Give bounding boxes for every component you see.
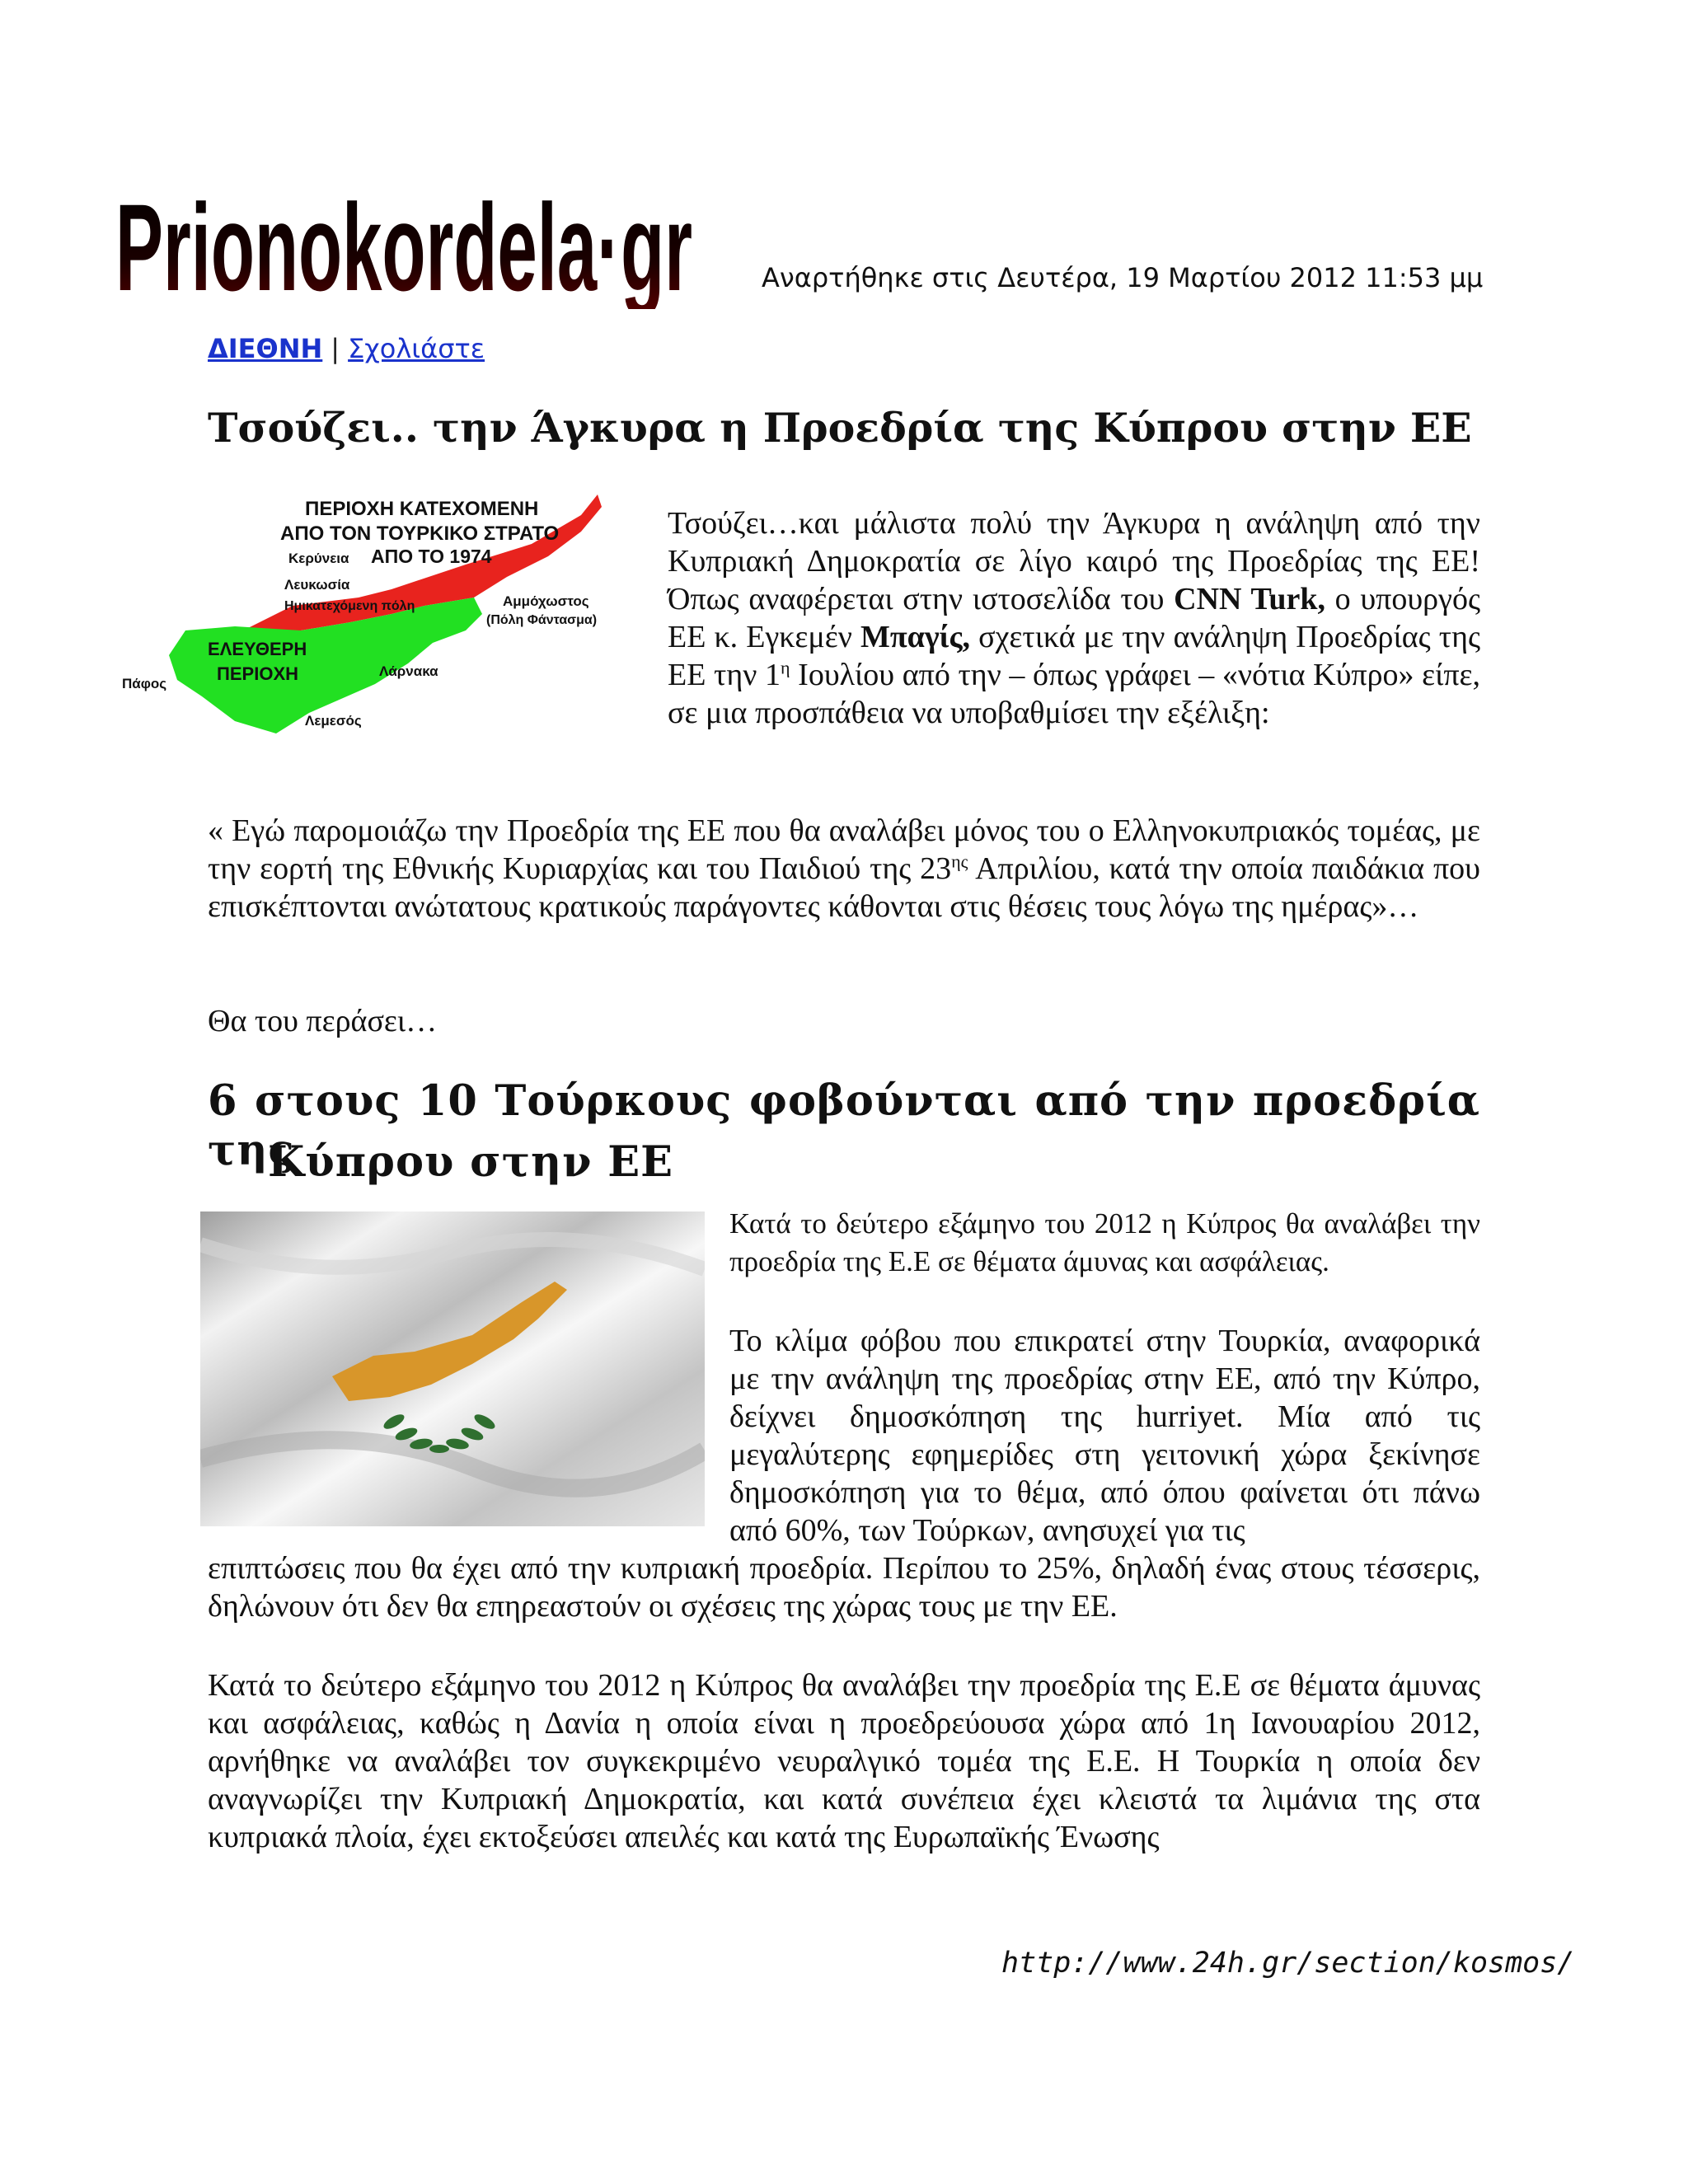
svg-text:Λεμεσός: Λεμεσός xyxy=(305,713,362,729)
article2-closing: Κατά το δεύτερο εξάμηνο του 2012 η Κύπρος θα αναλάβει την προεδρία της Ε.Ε σε θέματα άμυνας και ασφάλειας, καθώς η Δανία η οποία είναι η προεδρεύουσα χώρα από 1η Ιανουαρίου 2012, αρνήθηκε να αναλάβει τον συγκεκριμένο νευραλγικό τομέα της Ε.Ε. Η Τουρκία η οποία δεν αναγνωρίζει την Κυπριακή Δημοκρατία, και κατά συνέπεια έχει κλειστά τα λιμάνια της στα κυπριακά πλοία, έχει εκτοξεύσει απειλές και κατά της Ευρωπαϊκής Ένωσης xyxy=(208,1668,1480,1854)
site-logo[interactable] xyxy=(115,157,767,309)
cyprus-map-image xyxy=(120,482,647,746)
post-date: Αναρτήθηκε στις Δευτέρα, 19 Μαρτίου 2012 11:53 μμ xyxy=(762,262,1484,293)
category-bar xyxy=(208,333,485,364)
svg-text:ΕΛΕΥΘΕΡΗ: ΕΛΕΥΘΕΡΗ xyxy=(208,639,307,659)
article2-body-wrapped: Το κλίμα φόβου που επικρατεί στην Τουρκία, αναφορικά με την ανάληψη της προεδρίας στην ΕΕ, από την Κύπρο, δείχνει δημοσκόπηση της hurriyet. Μία από τις μεγαλύτερης εφημερίδες στη γειτονική χώρα ξεκίνησε δημοσκόπηση για το θέμα, από όπου φαίνεται ότι πάνω από 60%, των Τούρκων, ανησυχεί για τις xyxy=(729,1324,1480,1548)
comment-link[interactable]: Σχολιάστε xyxy=(348,333,485,364)
cyprus-flag-image xyxy=(200,1212,705,1526)
article1-intro: Τσούζει…και μάλιστα πολύ την Άγκυρα η ανάληψη από την Κυπριακή Δημοκρατία σε λίγο καιρό της Προεδρίας της ΕΕ! Όπως αναφέρεται στην ιστοσελίδα του CNN Turk, ο υπουργός ΕΕ κ. Εγκεμέν Μπαγίς, σχετικά με την ανάληψη Προεδρίας της ΕΕ την $1^\eta$ Ιουλίου από την – όπως γράφει – «νότια Κύπρο» είπε, σε μια προσπάθεια να υποβαθμίσει την εξέλιξη: xyxy=(668,506,1481,730)
svg-text:ΑΠΟ ΤΟ 1974: ΑΠΟ ΤΟ 1974 xyxy=(371,546,492,567)
article1-title: Τσούζει.. την Άγκυρα η Προεδρία της Κύπρου στην ΕΕ xyxy=(208,404,1472,452)
svg-text:Ημικατεχόμενη πόλη: Ημικατεχόμενη πόλη xyxy=(284,599,415,613)
source-link[interactable]: http://www.24h.gr/section/kosmos/ xyxy=(1001,1947,1575,1980)
category-link[interactable]: ΔΙΕΘΝΗ xyxy=(208,333,323,364)
svg-text:ΠΕΡΙΟΧΗ: ΠΕΡΙΟΧΗ xyxy=(217,663,299,684)
article1-quote: « Εγώ παρομοιάζω την Προεδρία της ΕΕ που θα αναλάβει μόνος του ο Ελληνοκυπριακός τομέας, με την εορτή της Εθνικής Κυριαρχίας και του Παιδιού της $23^{\eta\varsigma}$ Απριλίου, κατά την οποία παιδάκια που επισκέπτονται ανώτατους κρατικούς παράγοντες κάθονται στις θέσεις τους λόγω της ημέρας»… xyxy=(208,813,1480,924)
article2-intro: Κατά το δεύτερο εξάμηνο του 2012 η Κύπρος θα αναλάβει την προεδρία της Ε.Ε σε θέματα άμυνας και ασφάλειας. xyxy=(729,1207,1480,1277)
svg-text:(Πόλη Φάντασμα): (Πόλη Φάντασμα) xyxy=(486,613,598,627)
article2-title-line2: Κύπρου στην ΕΕ xyxy=(268,1137,674,1187)
article2-body-continued: επιπτώσεις που θα έχει από την κυπριακή προεδρία. Περίπου το 25%, δηλαδή ένας στους τέσσερις, δηλώνουν ότι δεν θα επηρεαστούν οι σχέσεις της χώρας τους με την ΕΕ. xyxy=(208,1551,1480,1624)
article2-title-line1: 6 στους 10 Τούρκους φοβούνται από την προεδρία της xyxy=(208,1076,1480,1175)
svg-text:ΑΠΟ ΤΟΝ ΤΟΥΡΚΙΚΟ ΣΤΡΑΤΟ: ΑΠΟ ΤΟΝ ΤΟΥΡΚΙΚΟ ΣΤΡΑΤΟ xyxy=(280,523,560,545)
svg-text:Κερύνεια: Κερύνεια xyxy=(288,551,349,566)
svg-text:Αμμόχωστος: Αμμόχωστος xyxy=(503,593,589,609)
svg-text:Λευκωσία: Λευκωσία xyxy=(284,577,350,593)
svg-text:ΠΕΡΙΟΧΗ ΚΑΤΕΧΟΜΕΝΗ: ΠΕΡΙΟΧΗ ΚΑΤΕΧΟΜΕΝΗ xyxy=(305,498,539,520)
svg-text:Λάρνακα: Λάρνακα xyxy=(379,663,438,679)
article1-closing: Θα του περάσει… xyxy=(208,1004,438,1038)
logo-graphic xyxy=(115,157,767,309)
separator: | xyxy=(331,333,340,364)
svg-text:Πάφος: Πάφος xyxy=(122,676,167,691)
logo-text: Prionokordela·gr xyxy=(115,178,692,309)
